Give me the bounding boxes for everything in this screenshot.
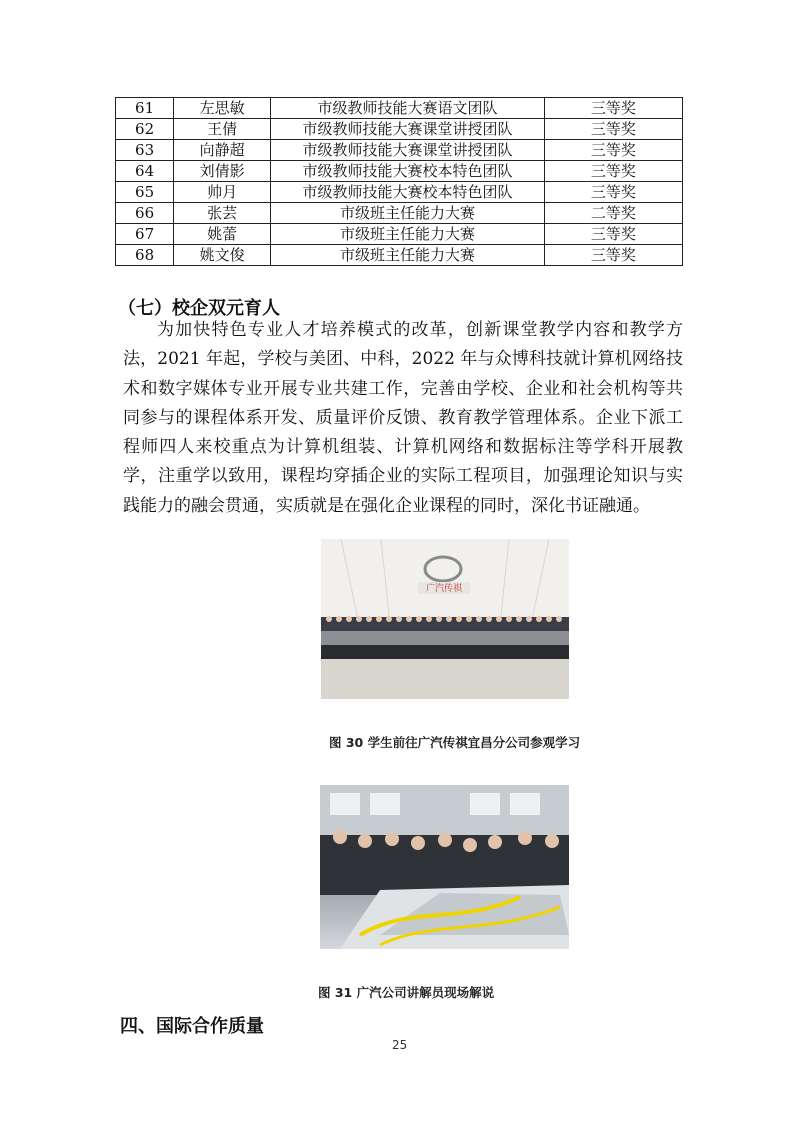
- table-row: [116, 98, 683, 119]
- cell-competition: 市级教师技能大赛校本特色团队: [271, 182, 545, 203]
- cell-number: 64: [116, 161, 174, 182]
- section-paragraph: 为加快特色专业人才培养模式的改革，创新课堂教学内容和教学方法，2021 年起，学校与美团、中科，2022 年与众博科技就计算机网络技术和数字媒体专业开展专业共建工作，完善由学校、企业和社会机构等共同参与的课程体系开发、质量评价反馈、教育教学管理体系。企业下派工程师四人来校重点为计算机组装、计算机网络和数据标注等学科开展教学，注重学以致用，课程均穿插企业的实际工程项目，加强理论知识与实践能力的融会贯通，实质就是在强化企业课程的同时，深化书证融通。: [123, 320, 683, 516]
- group-photo-illustration: [321, 539, 569, 699]
- table-row: [116, 161, 683, 182]
- cell-competition: 市级教师技能大赛语文团队: [271, 98, 545, 119]
- cell-award: 三等奖: [544, 119, 682, 140]
- cell-award: 三等奖: [544, 182, 682, 203]
- figure-31-caption: 图 31 广汽公司讲解员现场解说: [318, 985, 495, 1000]
- cell-name: 左思敏: [174, 98, 271, 119]
- figure-31-photo: [320, 785, 569, 949]
- awards-table: [115, 97, 683, 266]
- figure-30-photo: [321, 539, 569, 699]
- cell-award: 三等奖: [544, 161, 682, 182]
- table-row: [116, 182, 683, 203]
- cell-number: 66: [116, 203, 174, 224]
- cell-award: 三等奖: [544, 140, 682, 161]
- exhibit-photo-illustration: [320, 785, 569, 949]
- cell-competition: 市级教师技能大赛校本特色团队: [271, 161, 545, 182]
- cell-name: 姚蕾: [174, 224, 271, 245]
- cell-name: 向静超: [174, 140, 271, 161]
- cell-competition: 市级班主任能力大赛: [271, 224, 545, 245]
- awards-table-body: [116, 98, 683, 266]
- cell-name: 帅月: [174, 182, 271, 203]
- cell-competition: 市级教师技能大赛课堂讲授团队: [271, 119, 545, 140]
- cell-name: 张芸: [174, 203, 271, 224]
- cell-number: 68: [116, 245, 174, 266]
- cell-number: 67: [116, 224, 174, 245]
- cell-competition: 市级班主任能力大赛: [271, 245, 545, 266]
- page-number: 25: [392, 1038, 408, 1052]
- figure-30-caption: 图 30 学生前往广汽传祺宜昌分公司参观学习: [329, 735, 581, 750]
- cell-award: 三等奖: [544, 245, 682, 266]
- table-row: [116, 119, 683, 140]
- cell-number: 62: [116, 119, 174, 140]
- cell-name: 刘倩影: [174, 161, 271, 182]
- cell-award: 三等奖: [544, 224, 682, 245]
- cell-competition: 市级教师技能大赛课堂讲授团队: [271, 140, 545, 161]
- cell-competition: 市级班主任能力大赛: [271, 203, 545, 224]
- cell-name: 姚文俊: [174, 245, 271, 266]
- table-row: [116, 224, 683, 245]
- cell-award: 二等奖: [544, 203, 682, 224]
- cell-award: 三等奖: [544, 98, 682, 119]
- cell-number: 65: [116, 182, 174, 203]
- international-cooperation-heading: 四、国际合作质量: [120, 1016, 264, 1037]
- cell-number: 61: [116, 98, 174, 119]
- table-row: [116, 245, 683, 266]
- section-heading: （七）校企双元育人: [118, 298, 280, 319]
- table-row: [116, 203, 683, 224]
- table-row: [116, 140, 683, 161]
- cell-name: 王倩: [174, 119, 271, 140]
- cell-number: 63: [116, 140, 174, 161]
- showroom-sign-text: 广汽传祺: [425, 584, 463, 594]
